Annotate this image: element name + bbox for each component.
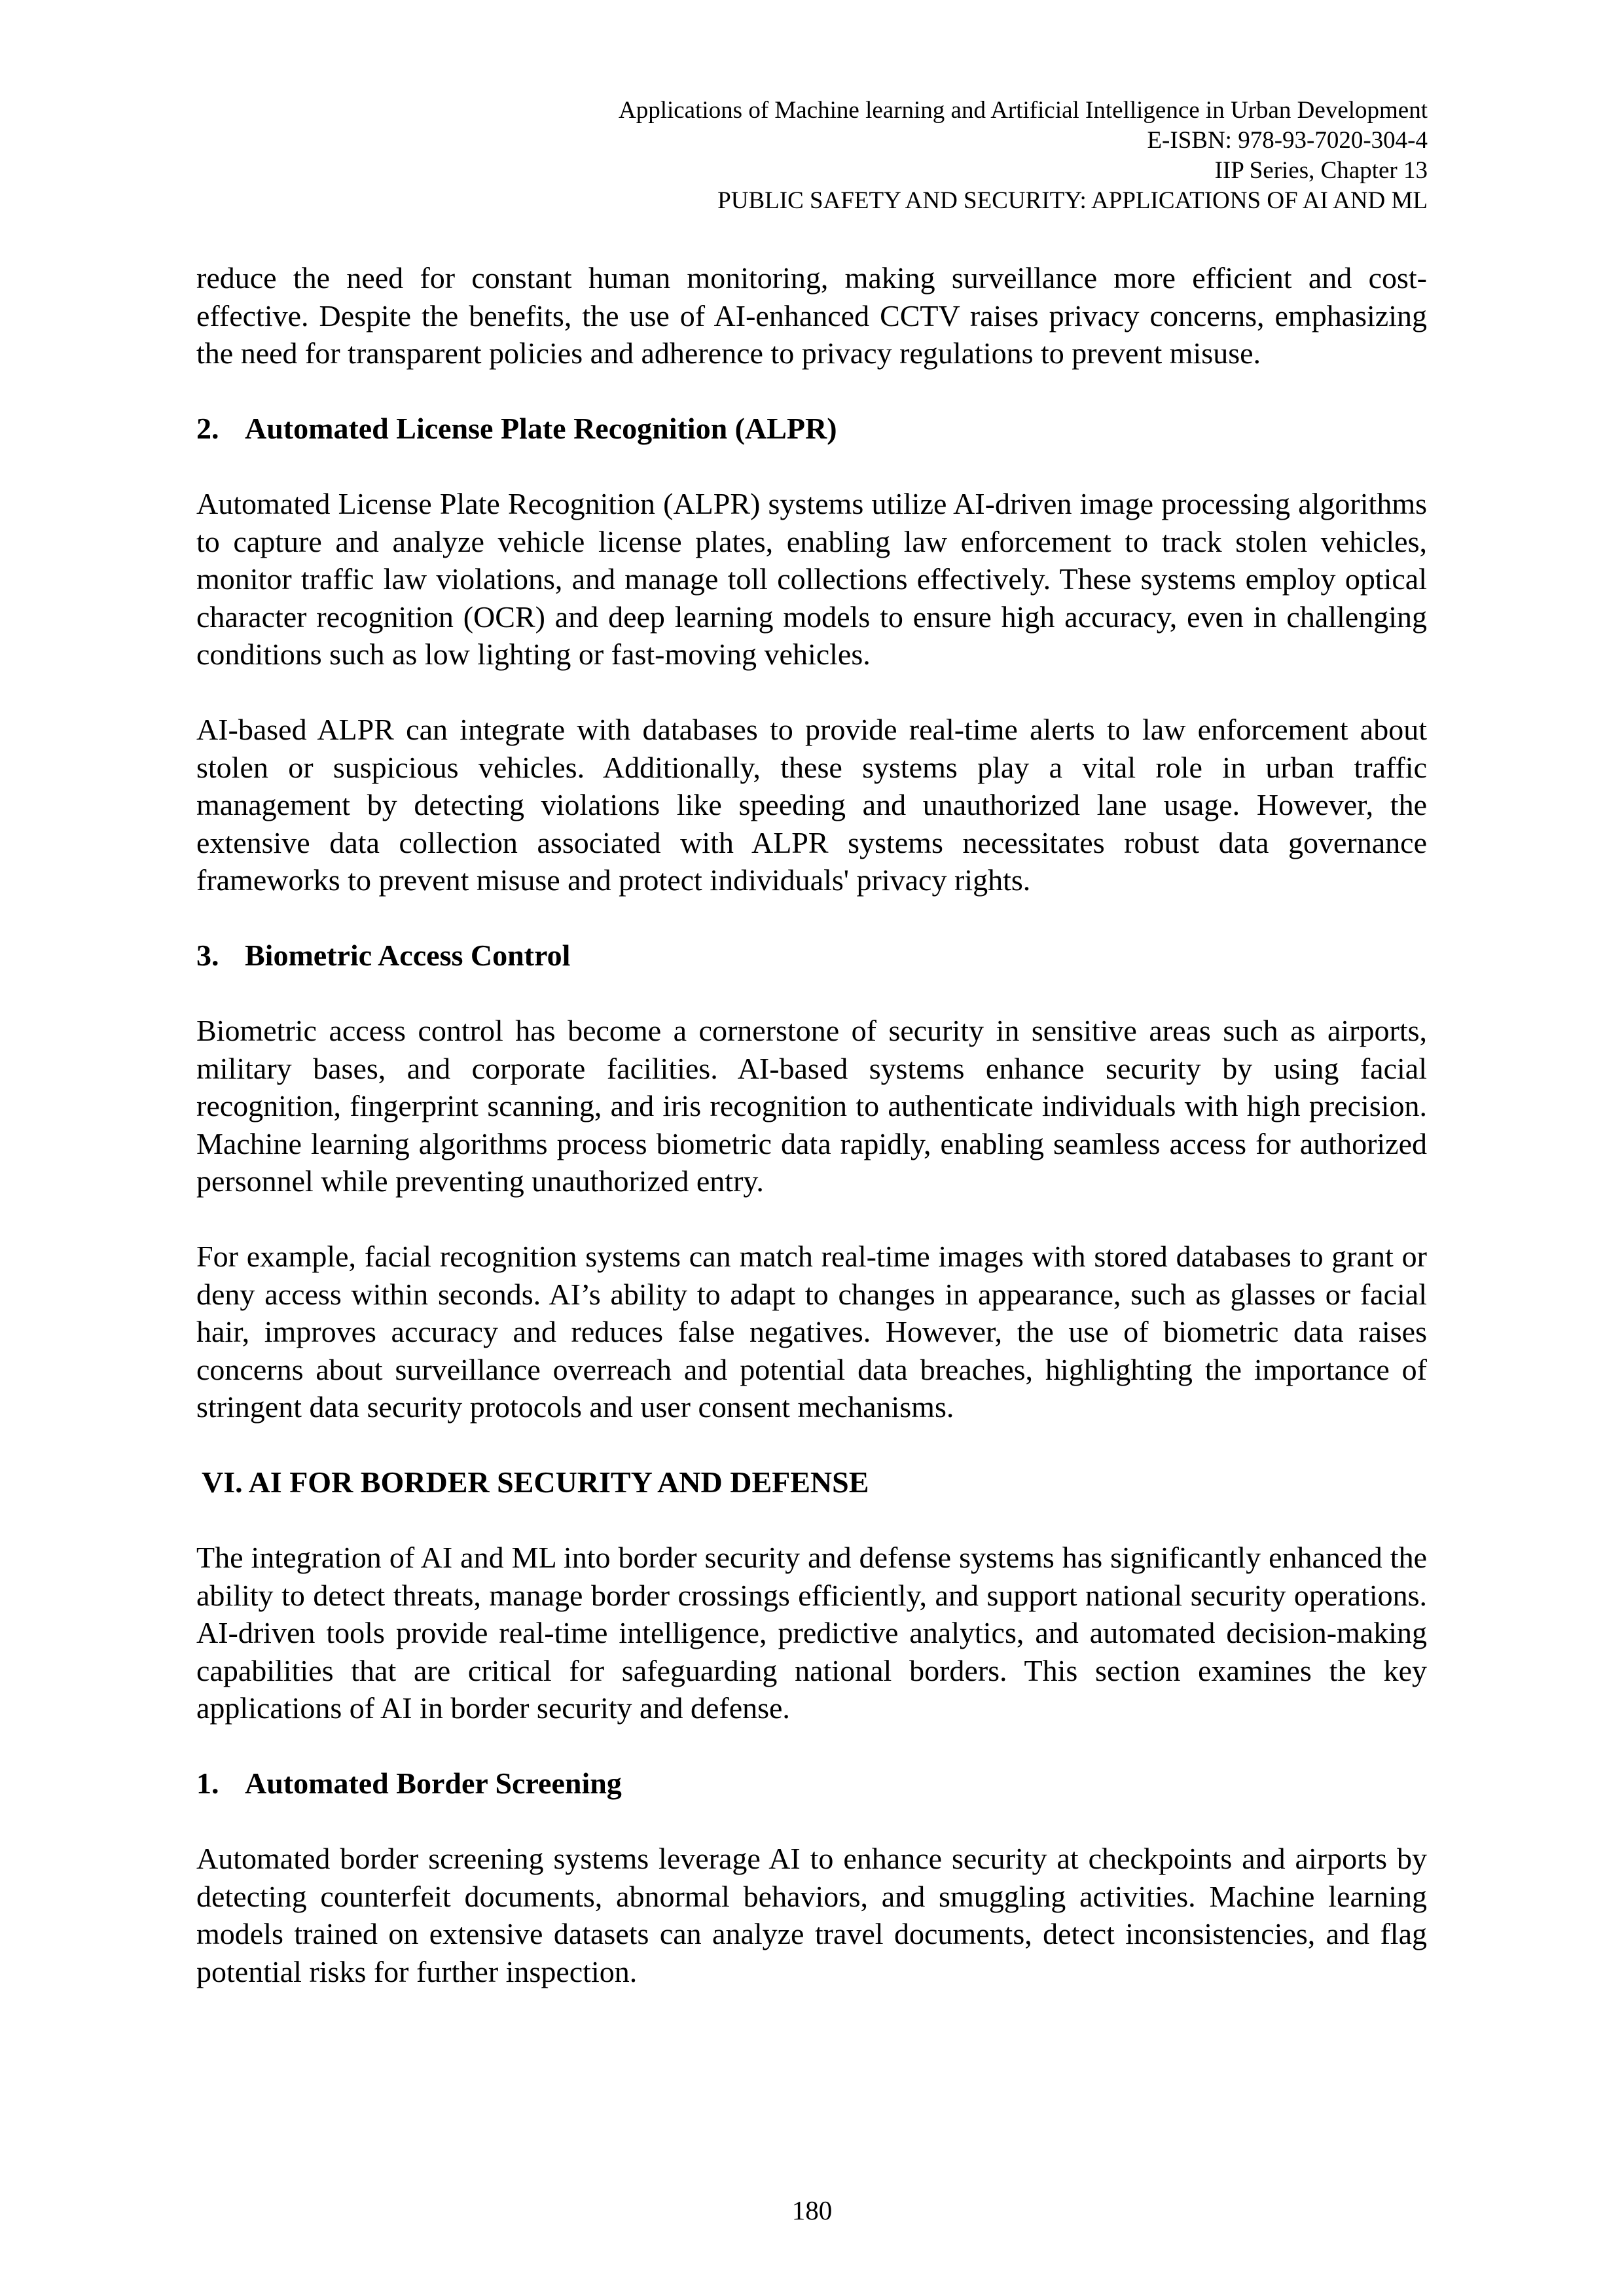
header-chapter-title: PUBLIC SAFETY AND SECURITY: APPLICATIONS OF AI AND ML	[717, 187, 1428, 214]
subsection-number: 1.	[196, 1767, 219, 1800]
header-book-title: Applications of Machine learning and Artificial Intelligence in Urban Development	[618, 97, 1428, 124]
alpr-paragraph-2: AI-based ALPR can integrate with databases to provide real-time alerts to law enforcement about stolen or suspicious vehicles. Additionally, these systems play a vital role in urban traffic management by detecting violations like speeding and unauthorized lane usage. However, the extensive data collection associated with ALPR systems necessitates robust data governance frameworks to prevent misuse and protect individuals' privacy rights.	[196, 713, 1427, 897]
subsection-heading-biometric	[196, 937, 1427, 975]
screening-paragraph: Automated border screening systems leverage AI to enhance security at checkpoints and airports by detecting counterfeit documents, abnormal behaviors, and smuggling activities. Machine learning models trained on extensive datasets can analyze travel documents, detect inconsistencies, and flag potential risks for further inspection.	[196, 1842, 1427, 1988]
page-body	[196, 259, 1427, 1990]
subsection-title: Automated Border Screening	[245, 1767, 622, 1800]
subsection-heading-alpr	[196, 410, 1427, 448]
subsection-title: Automated License Plate Recognition (ALPR)	[245, 412, 837, 445]
subsection-heading-screening	[196, 1765, 1427, 1803]
header-isbn: E-ISBN: 978-93-7020-304-4	[1147, 127, 1428, 154]
header-series-chapter: IIP Series, Chapter 13	[1214, 157, 1428, 184]
section-heading-border-security: VI. AI FOR BORDER SECURITY AND DEFENSE	[202, 1465, 869, 1499]
subsection-number: 3.	[196, 939, 219, 972]
page-number: 180	[791, 2195, 833, 2225]
border-intro-paragraph: The integration of AI and ML into border security and defense systems has significantly enhanced the ability to detect threats, manage border crossings efficiently, and support national security operations. AI-driven tools provide real-time intelligence, predictive analytics, and automated decision-making capabilities that are critical for safeguarding national borders. This section examines the key applications of AI in border security and defense.	[196, 1541, 1427, 1725]
subsection-number: 2.	[196, 412, 219, 445]
running-header	[619, 96, 1428, 216]
subsection-title: Biometric Access Control	[245, 939, 571, 972]
biometric-paragraph-1: Biometric access control has become a cornerstone of security in sensitive areas such as airports, military bases, and corporate facilities. AI-based systems enhance security by using facial recognition, fingerprint scanning, and iris recognition to authenticate individuals with high precision. Machine learning algorithms process biometric data rapidly, enabling seamless access for authorized personnel while preventing unauthorized entry.	[196, 1014, 1427, 1198]
alpr-paragraph-1: Automated License Plate Recognition (ALPR) systems utilize AI-driven image processing algorithms to capture and analyze vehicle license plates, enabling law enforcement to track stolen vehicles, monitor traffic law violations, and manage toll collections effectively. These systems employ optical character recognition (OCR) and deep learning models to ensure high accuracy, even in challenging conditions such as low lighting or fast-moving vehicles.	[196, 487, 1427, 671]
biometric-paragraph-2: For example, facial recognition systems can match real-time images with stored databases to grant or deny access within seconds. AI’s ability to adapt to changes in appearance, such as glasses or facial hair, improves accuracy and reduces false negatives. However, the use of biometric data raises concerns about surveillance overreach and potential data breaches, highlighting the importance of stringent data security protocols and user consent mechanisms.	[196, 1240, 1427, 1424]
intro-paragraph: reduce the need for constant human monitoring, making surveillance more efficient and cost-effective. Despite the benefits, the use of AI-enhanced CCTV raises privacy concerns, emphasizing the need for transparent policies and adherence to privacy regulations to prevent misuse.	[196, 261, 1427, 370]
